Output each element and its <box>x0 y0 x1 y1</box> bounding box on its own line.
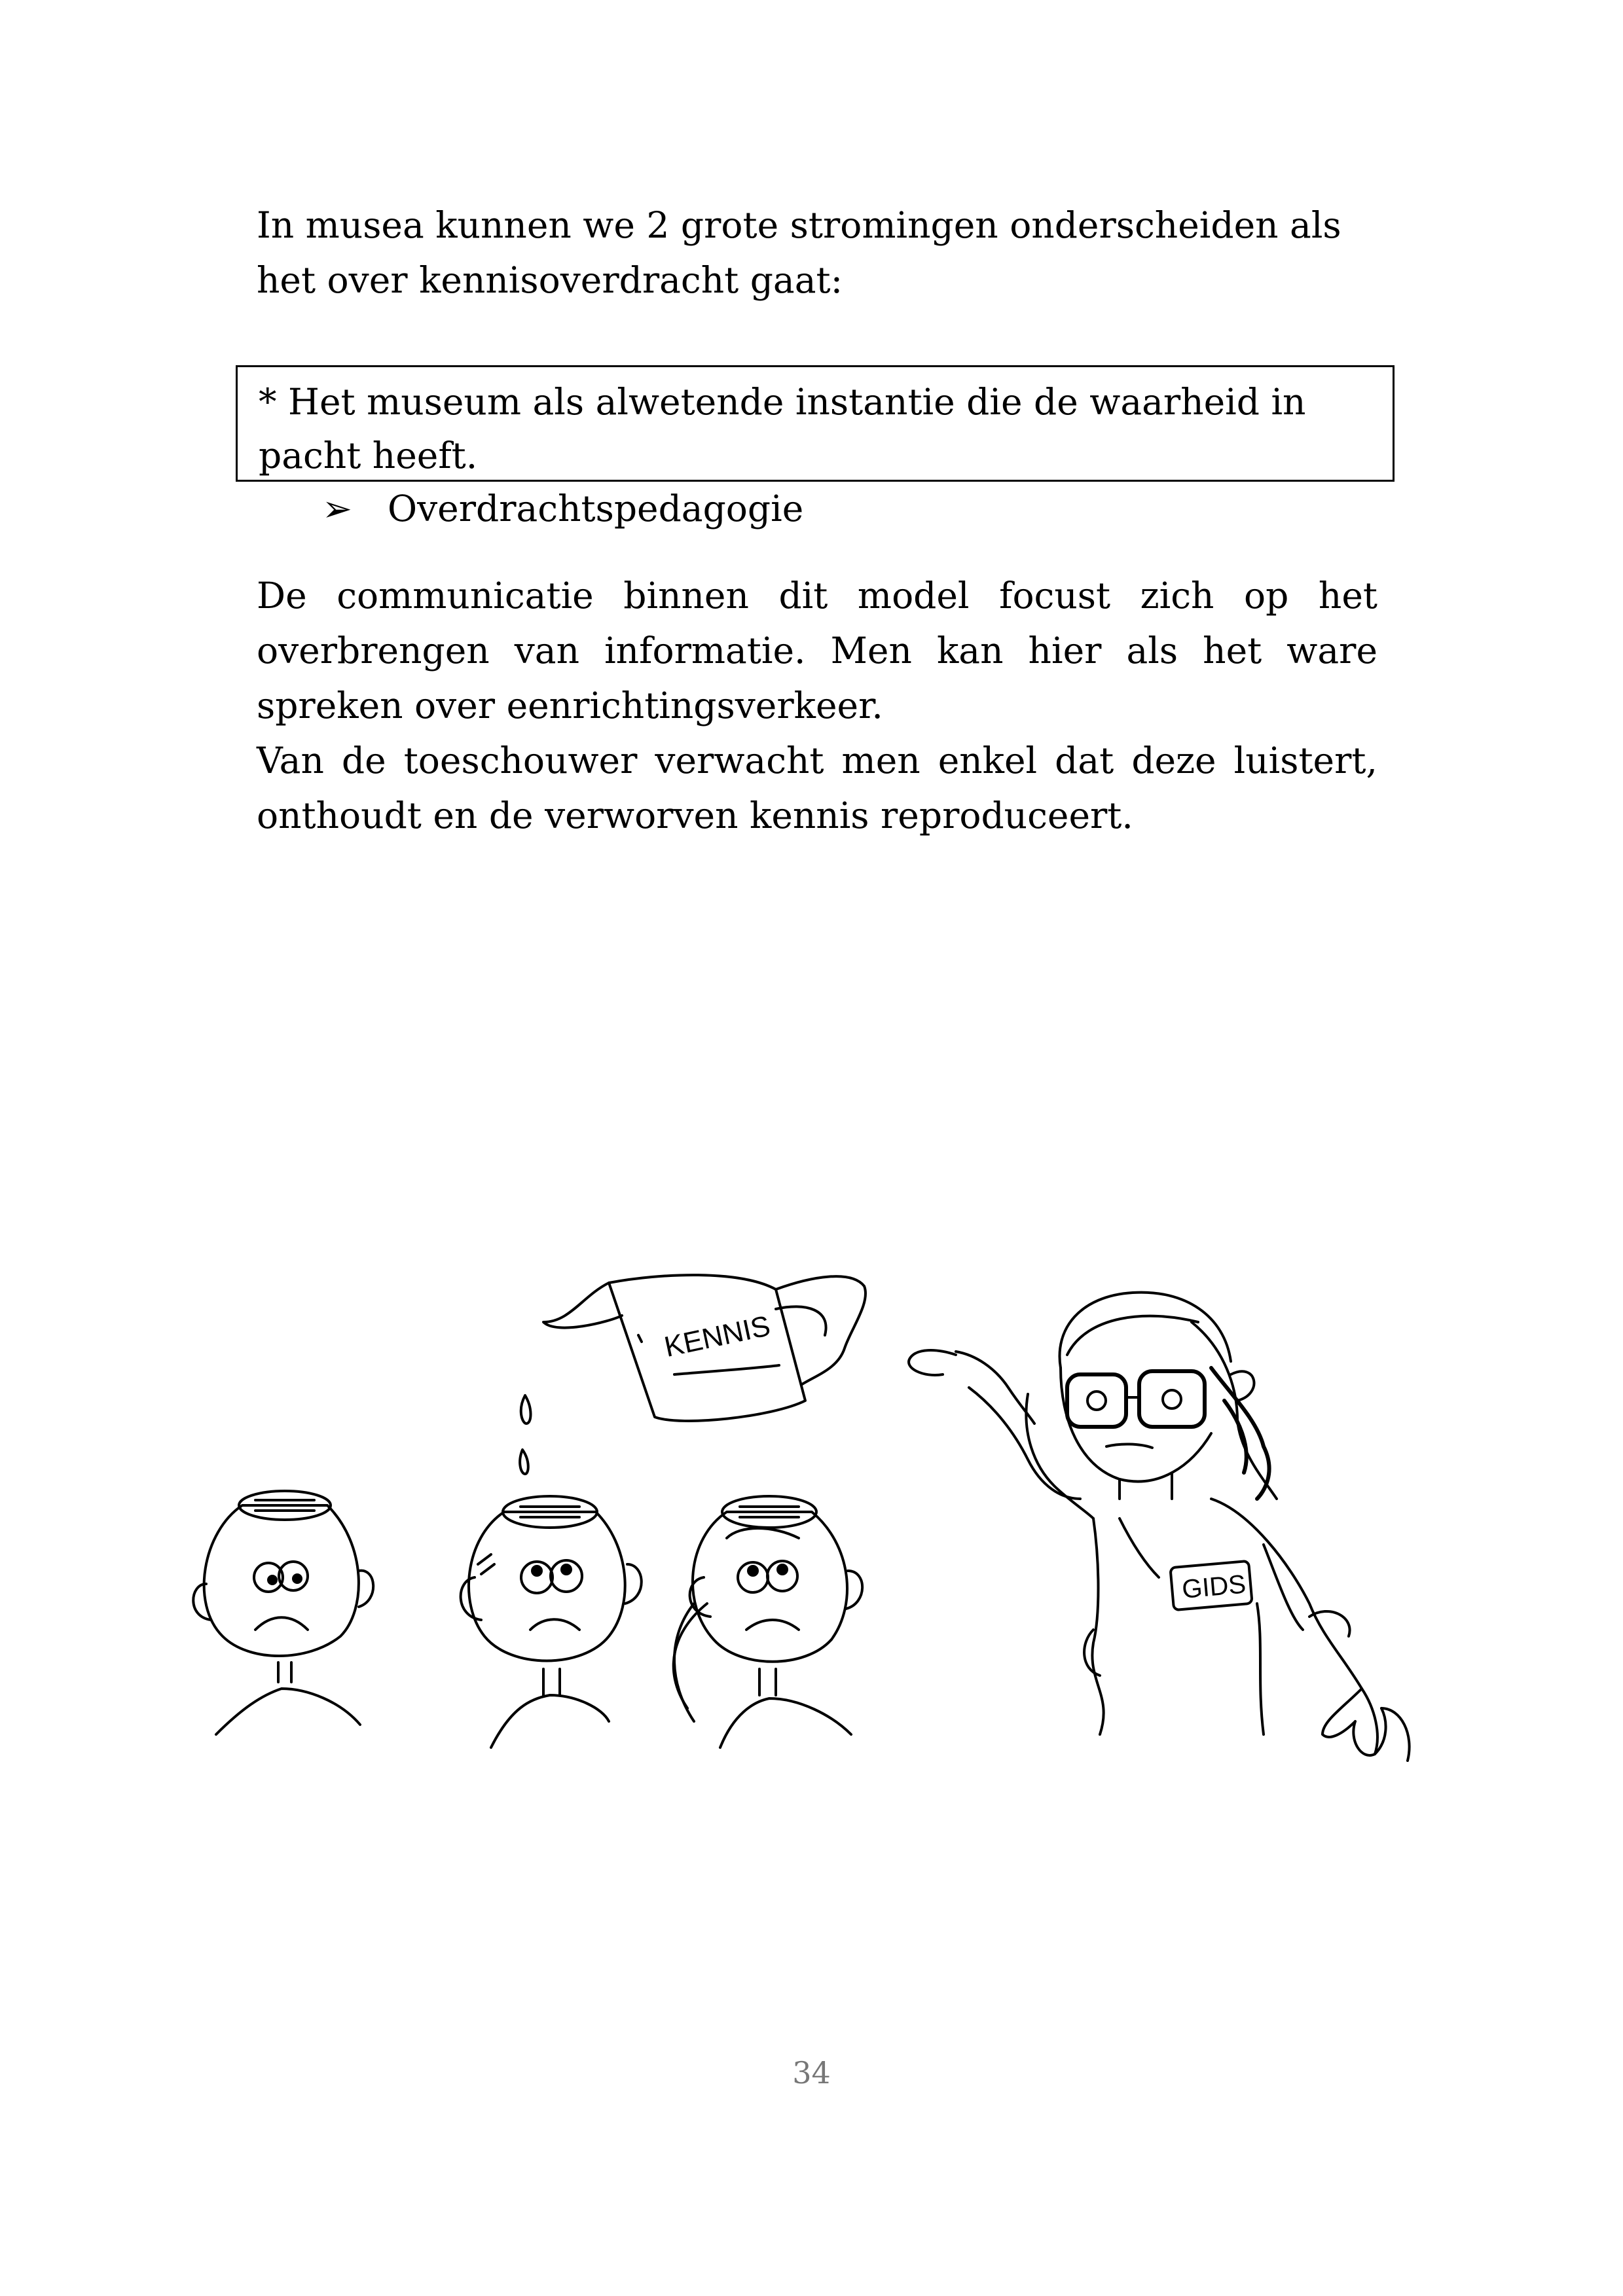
intro-paragraph <box>257 198 1377 308</box>
drop-icon <box>520 1450 528 1474</box>
body-text <box>257 568 1377 843</box>
arrow-bullet-icon: ➢ <box>322 488 353 529</box>
guide-badge-label: GIDS <box>1180 1570 1247 1604</box>
guide-figure-icon <box>909 1293 1410 1761</box>
jug-icon <box>543 1275 866 1421</box>
bullet-item <box>322 481 803 536</box>
page-number: 34 <box>792 2055 831 2090</box>
jug-label: KENNIS <box>661 1310 773 1364</box>
drop-icon <box>521 1395 531 1424</box>
open-head-figure-icon <box>674 1496 862 1748</box>
highlight-box-text: * Het museum als alwetende instantie die de waarheid in pacht heeft. <box>259 381 1306 476</box>
open-head-figure-icon <box>193 1491 373 1734</box>
cartoon-illustration <box>151 1237 1473 1852</box>
body-paragraph-1: De communicatie binnen dit model focust zich op het overbrengen van informatie. Men kan hier als het ware spreken over eenrichtingsverkeer. <box>257 575 1377 726</box>
highlight-box <box>236 365 1395 482</box>
bullet-text: Overdrachtspedagogie <box>388 488 804 529</box>
open-head-figure-icon <box>461 1496 642 1748</box>
body-paragraph-2: Van de toeschouwer verwacht men enkel dat deze luistert, onthoudt en de verworven kennis reproduceert. <box>257 740 1377 836</box>
intro-text: In musea kunnen we 2 grote stromingen onderscheiden als het over kennisoverdracht gaat: <box>257 204 1341 301</box>
